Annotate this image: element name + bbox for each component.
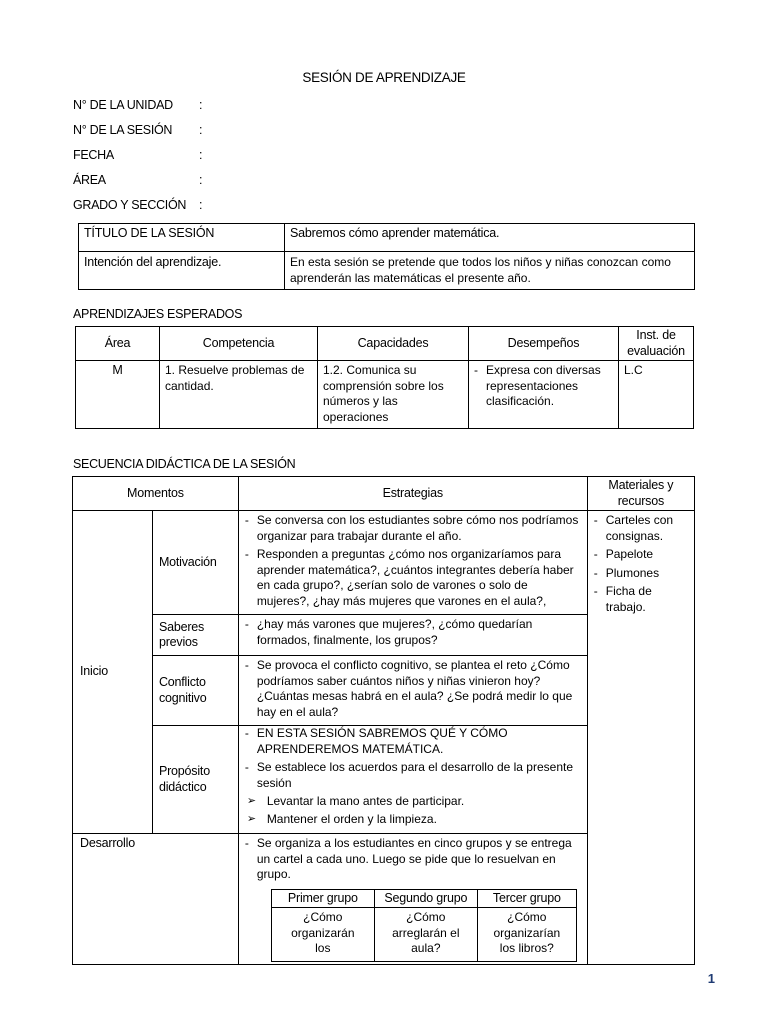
row-capacidades: 1.2. Comunica su comprensión sobre los números y las operaciones (318, 361, 469, 429)
agreement-item (245, 812, 581, 828)
field-area-label: ÁREA (73, 173, 106, 187)
material-item: - Carteles con consignas. (594, 513, 688, 544)
row-desempeno (469, 361, 619, 429)
agreement-item (245, 794, 581, 810)
material-item: - Plumones (594, 566, 688, 582)
field-sesion-colon: : (199, 123, 203, 137)
arrow-bullet-icon: ➢ (246, 812, 257, 825)
field-area-colon: : (199, 173, 203, 187)
inicio-label: Inicio (73, 511, 153, 834)
strategy-item: - Se organiza a los estudiantes en cinco grupos y se entrega un cartel a cada uno. Luego se pide que lo resuelvan en grupo. (245, 836, 581, 883)
arrow-bullet-icon: ➢ (246, 795, 257, 807)
row-competencia: 1. Resuelve problemas de cantidad. (160, 361, 318, 429)
saberes-strategies (238, 615, 587, 656)
proposito-strategies (238, 726, 587, 834)
header-competencia: Competencia (160, 327, 318, 361)
session-intention-value: En esta sesión se pretende que todos los niños y niñas conozcan como aprenderán las matemáticas el presente año. (285, 252, 695, 290)
field-grado-colon: : (199, 198, 203, 212)
header-estrategias: Estrategias (238, 477, 587, 511)
secuencia-table (72, 476, 695, 965)
field-fecha-label: FECHA (73, 148, 114, 162)
conflicto-label: Conflicto cognitivo (152, 656, 238, 726)
saberes-label: Saberes previos (152, 615, 238, 656)
agreement-text: Levantar la mano antes de participar. (266, 794, 465, 808)
strategy-item: - Se provoca el conflicto cognitivo, se plantea el reto ¿Cómo podríamos saber cuántos niños y niñas vinieron hoy? ¿Cuántas mesas habrá en el aula? ¿Se podrá medir lo que hay en el aula? (245, 658, 581, 720)
header-momentos: Momentos (73, 477, 239, 511)
conflicto-strategies (238, 656, 587, 726)
field-fecha-colon: : (199, 148, 203, 162)
header-capacidades: Capacidades (318, 327, 469, 361)
desarrollo-strategies (238, 834, 587, 965)
group-header: Segundo grupo (374, 889, 477, 908)
group-question: ¿Cómo arreglarán el aula? (374, 908, 477, 962)
header-instrumento: Inst. de evaluación (619, 327, 694, 361)
motivacion-strategies (238, 511, 587, 615)
field-sesion-label: N° DE LA SESIÓN (73, 123, 173, 137)
strategy-item: - Se establece los acuerdos para el desarrollo de la presente sesión (245, 760, 581, 791)
strategy-item: - Se conversa con los estudiantes sobre cómo nos podríamos organizar para trabajar durante el año. (245, 513, 581, 544)
group-question: ¿Cómo organizarán los (271, 908, 374, 962)
session-info-table (78, 223, 695, 290)
group-question: ¿Cómo organizarían los libros? (477, 908, 576, 962)
session-title-label: TÍTULO DE LA SESIÓN (79, 224, 285, 252)
groups-table (271, 889, 577, 963)
header-area: Área (76, 327, 160, 361)
desarrollo-label: Desarrollo (73, 834, 239, 965)
aprendizajes-table (75, 326, 694, 429)
row-instrumento: L.C (619, 361, 694, 429)
field-unidad-label: N° DE LA UNIDAD (73, 98, 173, 112)
header-desempenos: Desempeños (469, 327, 619, 361)
strategy-item: - Responden a preguntas ¿cómo nos organizaríamos para aprender matemática?, ¿cuántos integrantes debería haber en cada grupo?, ¿serían solo de varones o solo de mujeres?, ¿hay más mujeres que varones en el aula?, (245, 547, 581, 609)
aprendizajes-heading: APRENDIZAJES ESPERADOS (73, 307, 243, 321)
header-materiales: Materiales y recursos (587, 477, 694, 511)
secuencia-heading: SECUENCIA DIDÁCTICA DE LA SESIÓN (73, 457, 296, 471)
material-item: - Papelote (594, 547, 688, 563)
strategy-item: - EN ESTA SESIÓN SABREMOS QUÉ Y CÓMO APRENDEREMOS MATEMÁTICA. (245, 726, 581, 757)
row-area: M (76, 361, 160, 429)
desempeno-item: - Expresa con diversas representaciones clasificación. (474, 363, 613, 410)
field-unidad-colon: : (199, 98, 203, 112)
page-number: 1 (707, 971, 715, 986)
material-item: - Ficha de trabajo. (594, 584, 688, 615)
materiales-cell (587, 511, 694, 965)
document-title: SESIÓN DE APRENDIZAJE (302, 70, 466, 85)
proposito-label: Propósito didáctico (152, 726, 238, 834)
session-intention-label: Intención del aprendizaje. (79, 252, 285, 290)
agreement-text: Mantener el orden y la limpieza. (266, 811, 437, 826)
group-header: Tercer grupo (477, 889, 576, 908)
motivacion-label: Motivación (152, 511, 238, 615)
session-title-value: Sabremos cómo aprender matemática. (285, 224, 695, 252)
field-grado-label: GRADO Y SECCIÓN (73, 198, 187, 212)
group-header: Primer grupo (271, 889, 374, 908)
strategy-item: - ¿hay más varones que mujeres?, ¿cómo quedarían formados, finalmente, los grupos? (245, 617, 581, 648)
